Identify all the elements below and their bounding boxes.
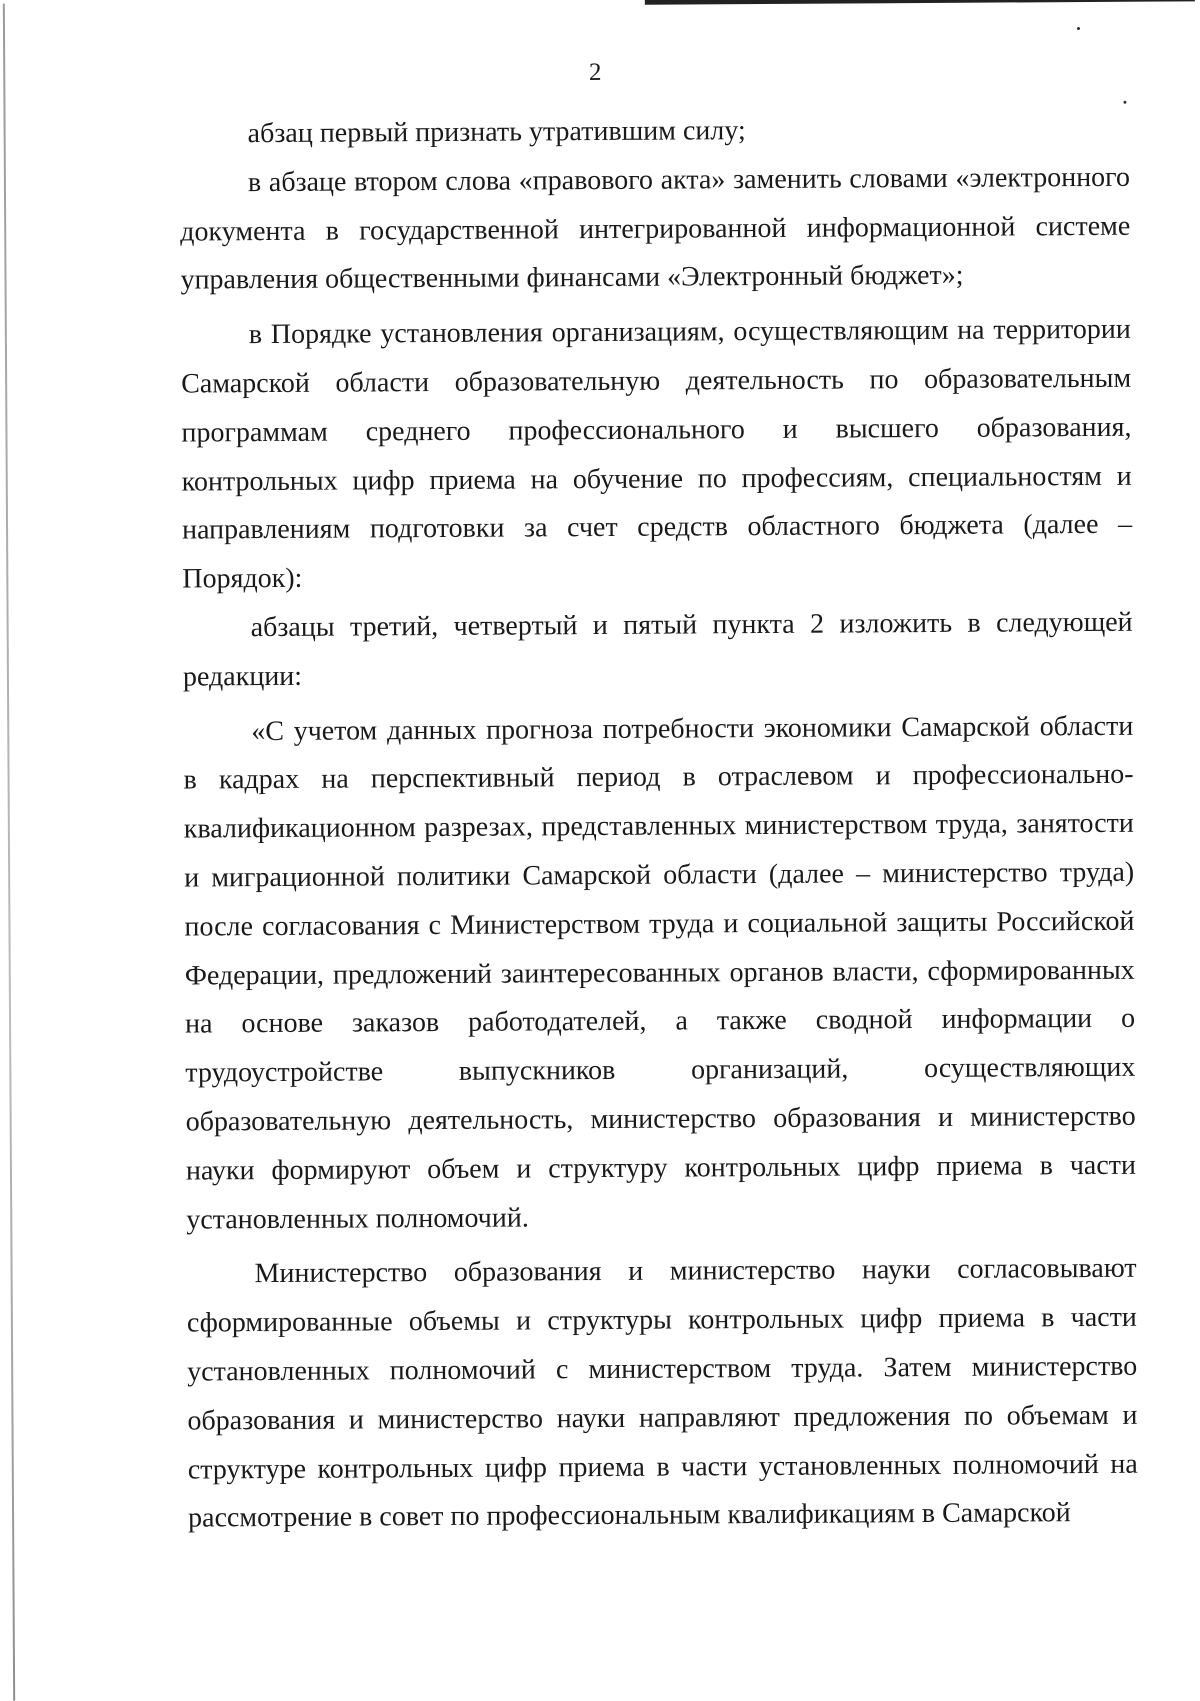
paragraph: в абзаце втором слова «правового акта» заменить словами «электронного документа в государственной интегрированной информационной системе управления общественными финансами «Электронный бюджет»; [180, 161, 1131, 296]
paragraph: «С учетом данных прогноза потребности экономики Самарской области в кадрах на перспективный период в отраслевом и профессионально-квалификационном разрезах, представленных министерством труда, занятости и миграционной политики Самарской области (далее – министерство труда) после согласования с Министерством труда и социальной защиты Российской Федерации, предложений заинтересованных органов власти, сформированных на основе заказов работодателей, а также сводной информации о трудоустройстве выпускников организаций, осуществляющих образовательную деятельность, министерство образования и министерство науки формируют объем и структуру контрольных цифр приема в части установленных полномочий. [183, 710, 1137, 1236]
scan-top-edge [645, 0, 1195, 5]
document-body [179, 105, 1138, 1544]
paragraph: абзацы третий, четвертый и пятый пункта 2 изложить в следующей редакции: [182, 606, 1133, 693]
scan-speck [1077, 27, 1080, 30]
paragraph: Министерство образования и министерство науки согласовывают сформированные объемы и структуры контрольных цифр приема в части установленных полномочий с министерством труда. Затем министерство образования и министерство науки направляют предложения по объемам и структуре контрольных цифр приема в части установленных полномочий на рассмотрение в совет по профессиональным квалификациям в Самарской [186, 1253, 1138, 1534]
scan-left-edge [3, 4, 15, 1701]
paragraph: абзац первый признать утратившим силу; [247, 115, 746, 150]
page-number: 2 [588, 58, 602, 87]
paragraph: в Порядке установления организациям, осуществляющим на территории Самарской области образовательную деятельность по образовательным программам среднего профессионального и высшего образования, контрольных цифр приема на обучение по профессиям, специальностям и направлениям подготовки за счет средств областного бюджета (далее – Порядок): [181, 313, 1133, 595]
scan-speck [1123, 101, 1126, 104]
